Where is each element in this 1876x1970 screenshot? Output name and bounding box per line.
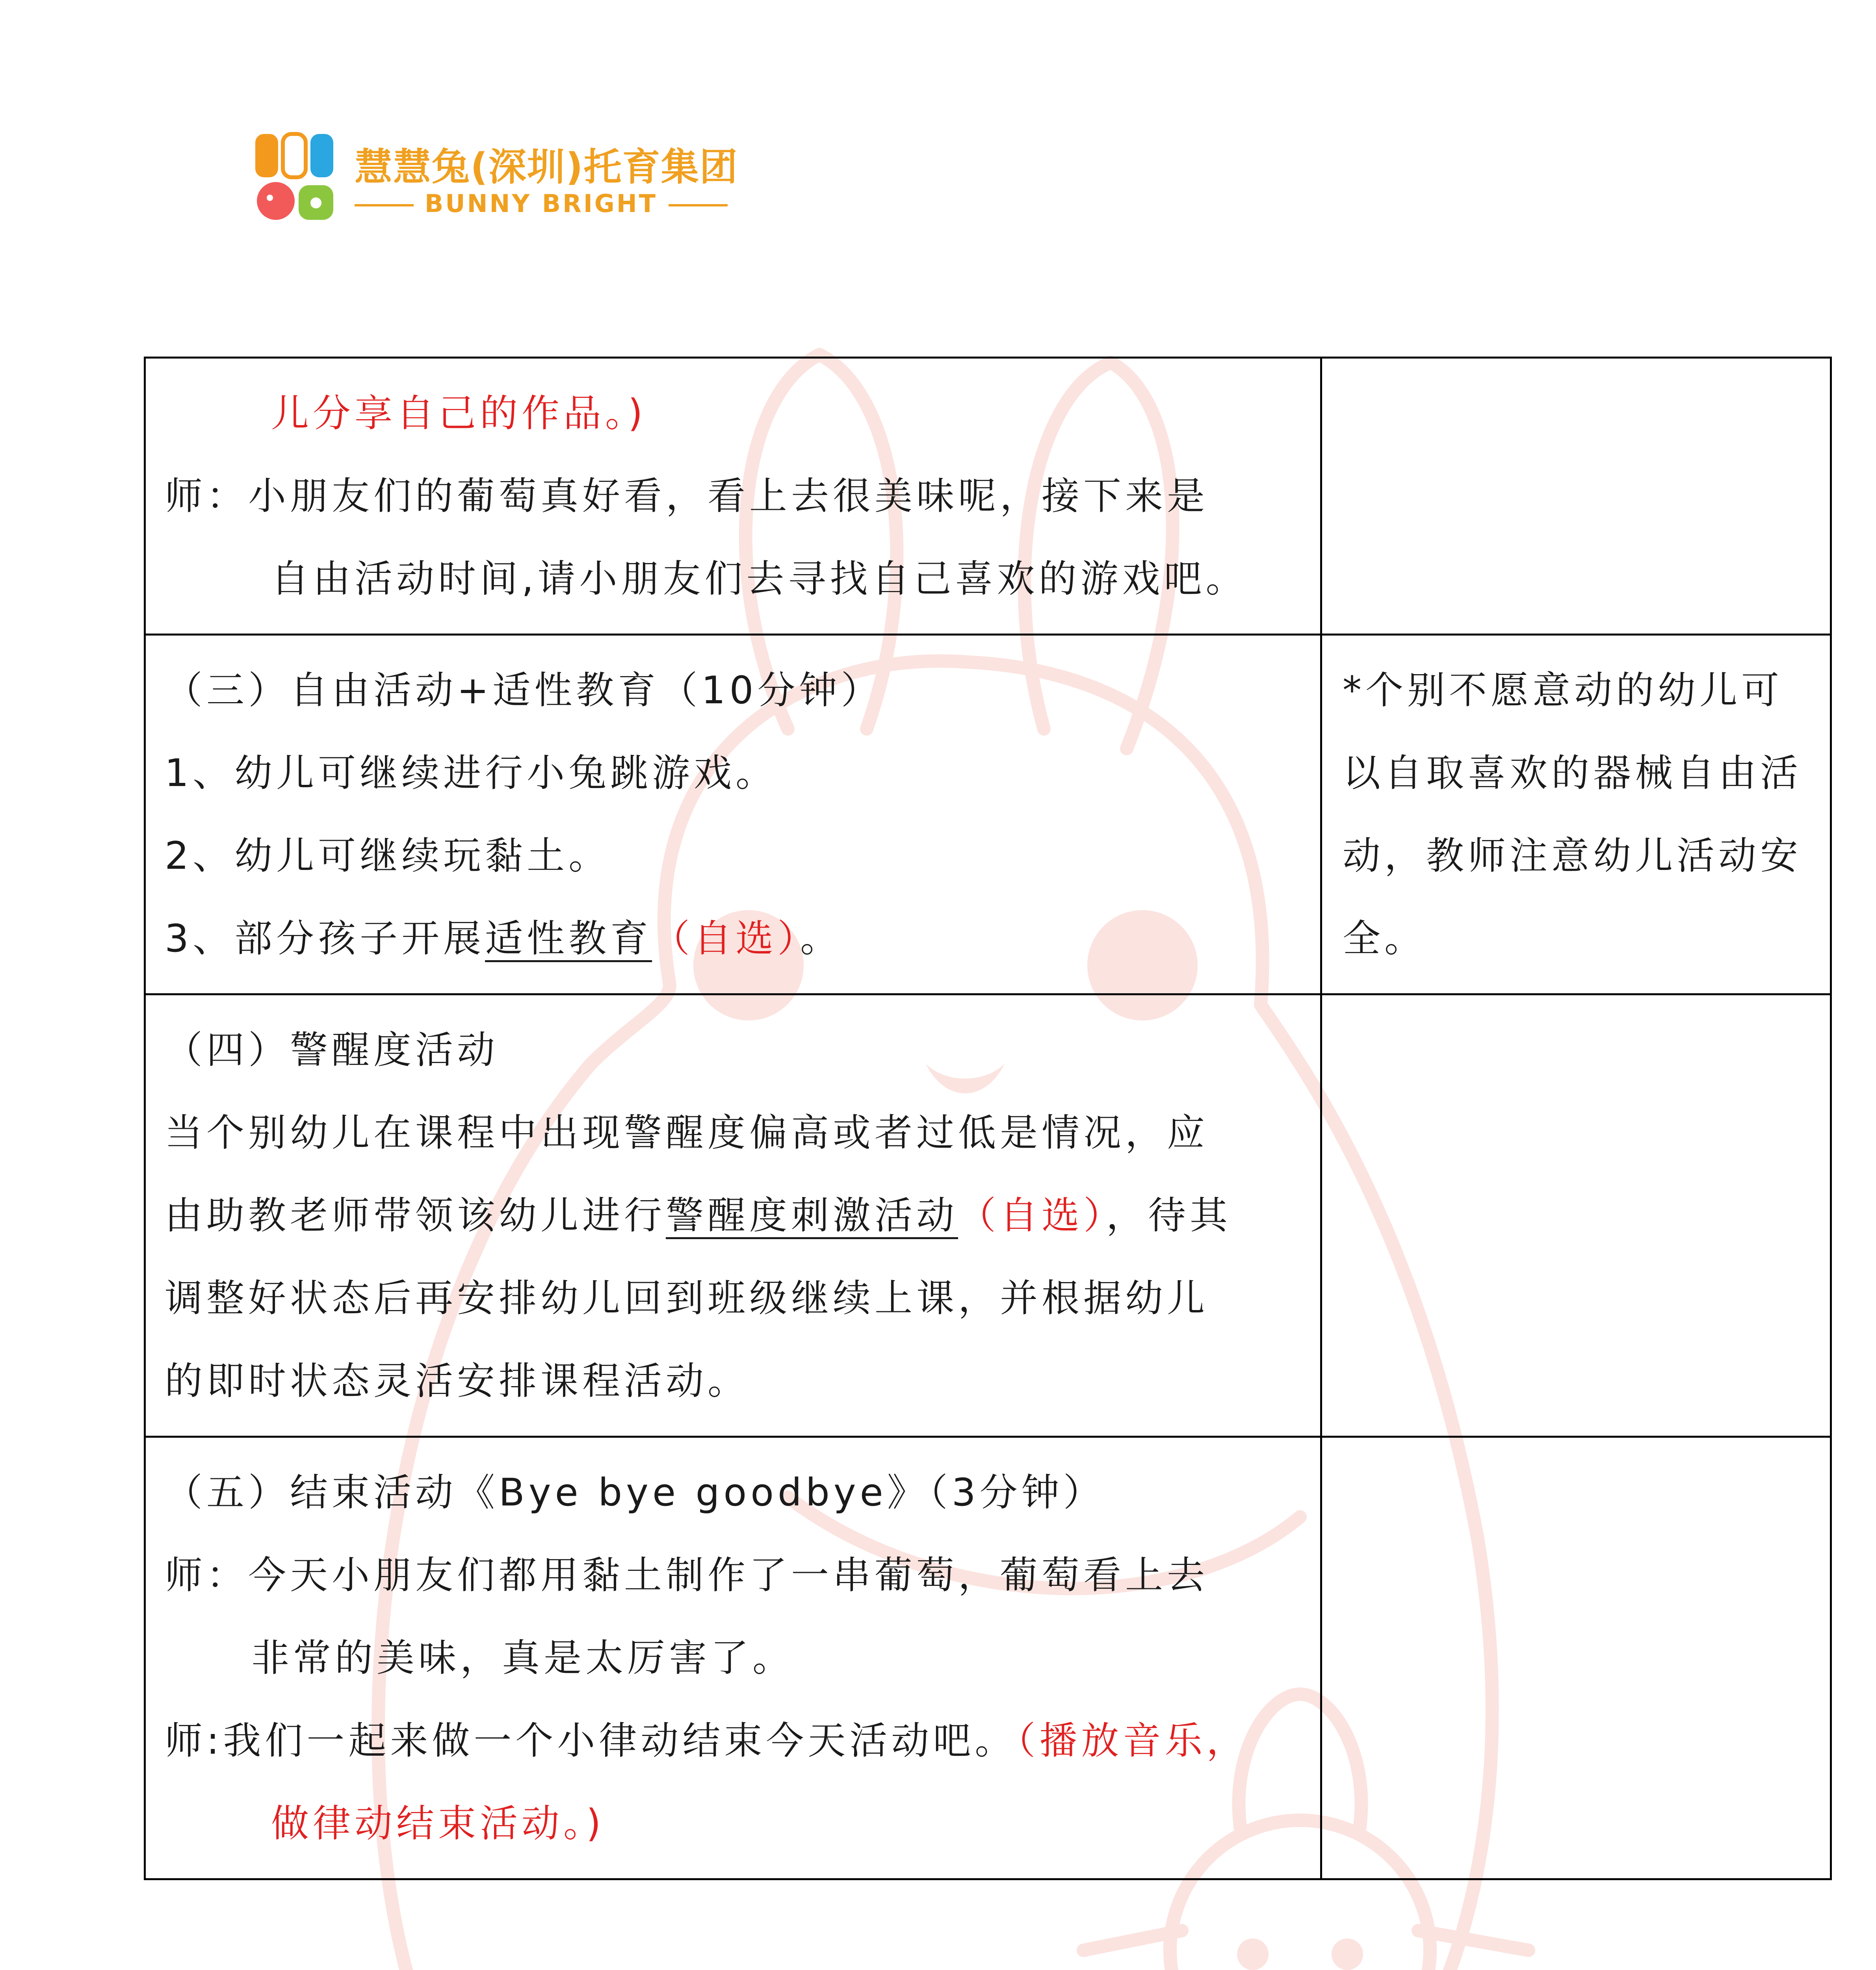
activity-table-body: [145, 358, 1831, 1879]
activity-content-cell: [145, 994, 1321, 1437]
highlight-text: （自选）: [652, 916, 801, 961]
text-segment: 自由活动时间,请小朋友们去寻找自己喜欢的游戏吧。: [271, 557, 1248, 601]
activity-line: [165, 1174, 1304, 1257]
highlight-text: （播放音乐，: [1016, 1719, 1248, 1763]
activity-line: [165, 1782, 1304, 1865]
text-segment: 1、幼儿可继续进行小兔跳游戏。: [165, 751, 778, 795]
text-segment: 2、幼儿可继续玩黏土。: [165, 834, 611, 878]
activity-line: [165, 1699, 1304, 1782]
activity-table: [144, 357, 1832, 1880]
activity-line: [165, 1009, 1304, 1091]
text-segment: ，待其: [1106, 1193, 1231, 1238]
text-segment: （四）警醒度活动: [165, 1028, 499, 1072]
highlight-text: 儿分享自己的作品。): [271, 391, 647, 435]
header-logo: [252, 130, 764, 232]
text-segment: 。: [800, 916, 842, 961]
activity-note-cell: [1321, 635, 1831, 994]
underlined-text: 适性教育: [485, 916, 652, 961]
brand-subtitle: BUNNY BRIGHT: [344, 189, 739, 218]
text-segment: 调整好状态后再安排幼儿回到班级继续上课，并根据幼儿: [165, 1276, 1209, 1320]
text-segment: （五）结束活动《Bye bye goodbye》（3分钟）: [165, 1470, 1105, 1515]
activity-content-cell: [145, 1437, 1321, 1879]
activity-row: [145, 358, 1831, 635]
activity-note-cell: [1321, 1437, 1831, 1879]
text-segment: 3、部分孩子开展: [165, 916, 485, 961]
activity-line: [165, 372, 1304, 455]
text-segment: 师:我们一起来做一个小律动结束今天活动吧。: [165, 1719, 1017, 1763]
activity-line: [165, 1340, 1304, 1422]
activity-content-cell: [145, 635, 1321, 994]
activity-row: [145, 994, 1831, 1437]
text-segment: 师：小朋友们的葡萄真好看，看上去很美味呢，接下来是: [165, 474, 1209, 518]
text-segment: 的即时状态灵活安排课程活动。: [165, 1359, 749, 1403]
activity-line: [165, 814, 1304, 897]
activity-row: [145, 1437, 1831, 1879]
text-segment: 师：今天小朋友们都用黏土制作了一串葡萄，葡萄看上去: [165, 1553, 1209, 1597]
activity-line: [165, 897, 1304, 980]
highlight-text: （自选）: [958, 1193, 1106, 1238]
activity-line: [165, 1091, 1304, 1174]
activity-line: [165, 1257, 1304, 1340]
activity-row: [145, 635, 1831, 994]
activity-note-cell: [1321, 358, 1831, 635]
activity-note-cell: [1321, 994, 1831, 1437]
bunny-logo-icon: [252, 130, 347, 225]
note-text: *个别不愿意动的幼儿可以自取喜欢的器械自由活动，教师注意幼儿活动安全。: [1343, 668, 1802, 961]
activity-line: [165, 732, 1304, 814]
highlight-text: 做律动结束活动。): [271, 1801, 605, 1845]
activity-line: [165, 1451, 1304, 1534]
activity-line: [165, 537, 1304, 620]
text-segment: 非常的美味，真是太厉害了。: [251, 1636, 794, 1680]
activity-line: [165, 455, 1304, 537]
underlined-text: 警醒度刺激活动: [666, 1193, 958, 1238]
activity-content-cell: [145, 358, 1321, 635]
text-segment: （三）自由活动+适性教育（10分钟）: [165, 668, 883, 712]
activity-line: [165, 1617, 1304, 1699]
text-segment: 由助教老师带领该幼儿进行: [165, 1193, 666, 1238]
text-segment: 当个别幼儿在课程中出现警醒度偏高或者过低是情况，应: [165, 1111, 1209, 1155]
activity-line: [165, 1534, 1304, 1617]
brand-name: 慧慧兔(深圳)托育集团: [355, 145, 738, 189]
activity-line: [165, 649, 1304, 732]
